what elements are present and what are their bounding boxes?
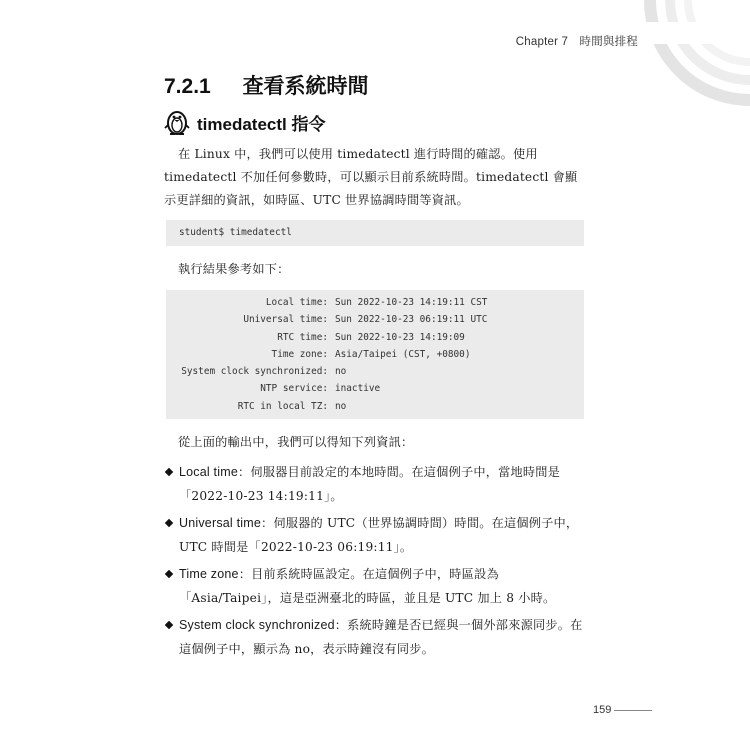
list-item	[166, 562, 590, 610]
output-row	[166, 363, 584, 380]
from-output-caption: 從上面的輸出中，我們可以得知下列資訊：	[178, 435, 414, 449]
chapter-title: 時間與排程	[579, 36, 638, 48]
result-caption: 執行結果參考如下：	[178, 262, 290, 276]
output-row	[166, 294, 584, 311]
output-code-block	[166, 290, 584, 419]
output-row	[166, 346, 584, 363]
bullet-term: Time zone	[179, 567, 239, 581]
bullet-text: ：系統時鐘是否已經與一個外部來源同步。在這個例子中，顯示為 no，表示時鐘沒有同步。	[179, 618, 583, 656]
section-title	[164, 70, 369, 100]
intro-paragraph: 在 Linux 中，我們可以使用 timedatectl 進行時間的確認。使用 timedatectl 不加任何參數時，可以顯示目前系統時間。timedatectl 會顯示更詳細的資訊，如時區、UTC 世界協調時間等資訊。	[164, 147, 578, 207]
page-number: 159	[593, 704, 612, 716]
output-value: Sun 2022-10-23 06:19:11 UTC	[335, 314, 488, 326]
output-key: RTC in local TZ:	[237, 400, 328, 412]
list-item	[166, 613, 590, 661]
output-value: no	[335, 366, 347, 378]
output-value: inactive	[335, 383, 381, 395]
command-text: student$ timedatectl	[179, 227, 292, 238]
output-value: Asia/Taipei (CST, +0800)	[335, 348, 471, 360]
command-heading	[164, 108, 325, 136]
output-row	[166, 380, 584, 397]
diamond-bullet-icon	[165, 519, 173, 527]
output-row	[166, 398, 584, 415]
chapter-header	[516, 33, 638, 49]
output-row	[166, 329, 584, 346]
bullet-text: ：目前系統時區設定。在這個例子中，時區設為「Asia/Taipei」，這是亞洲臺北的時區，並且是 UTC 加上 8 小時。	[179, 567, 556, 605]
footer-rule	[614, 710, 652, 711]
output-key: NTP service:	[260, 383, 328, 395]
bullet-term: System clock synchronized	[179, 618, 335, 632]
chapter-label: Chapter 7	[515, 36, 569, 48]
output-key: Universal time:	[243, 314, 328, 326]
command-heading-text: timedatectl 指令	[197, 114, 326, 134]
command-code-block	[166, 220, 584, 246]
output-key: Local time:	[265, 297, 328, 308]
info-bullet-list	[166, 460, 590, 664]
corner-arc-decoration	[620, 0, 750, 120]
bullet-text: ：伺服器目前設定的本地時間。在這個例子中，當地時間是「2022-10-23 14:19:11」。	[179, 465, 561, 503]
output-value: no	[335, 400, 347, 412]
list-item	[166, 511, 590, 559]
penguin-icon	[164, 108, 190, 136]
output-key: RTC time:	[277, 331, 328, 343]
output-row	[166, 311, 584, 328]
diamond-bullet-icon	[165, 621, 173, 629]
bullet-term: Local time	[179, 465, 238, 479]
output-value: Sun 2022-10-23 14:19:11 CST	[335, 297, 488, 308]
section-number: 7.2.1	[164, 75, 211, 98]
output-key: System clock synchronized:	[181, 366, 328, 378]
bullet-text: ：伺服器的 UTC（世界協調時間）時間。在這個例子中，UTC 時間是「2022-10-23 06:19:11」。	[179, 516, 579, 554]
list-item	[166, 460, 590, 508]
diamond-bullet-icon	[165, 570, 173, 578]
bullet-term: Universal time	[179, 516, 261, 530]
section-title-text: 查看系統時間	[242, 75, 369, 98]
output-value: Sun 2022-10-23 14:19:09	[335, 331, 465, 343]
diamond-bullet-icon	[165, 468, 173, 476]
output-key: Time zone:	[271, 348, 328, 360]
